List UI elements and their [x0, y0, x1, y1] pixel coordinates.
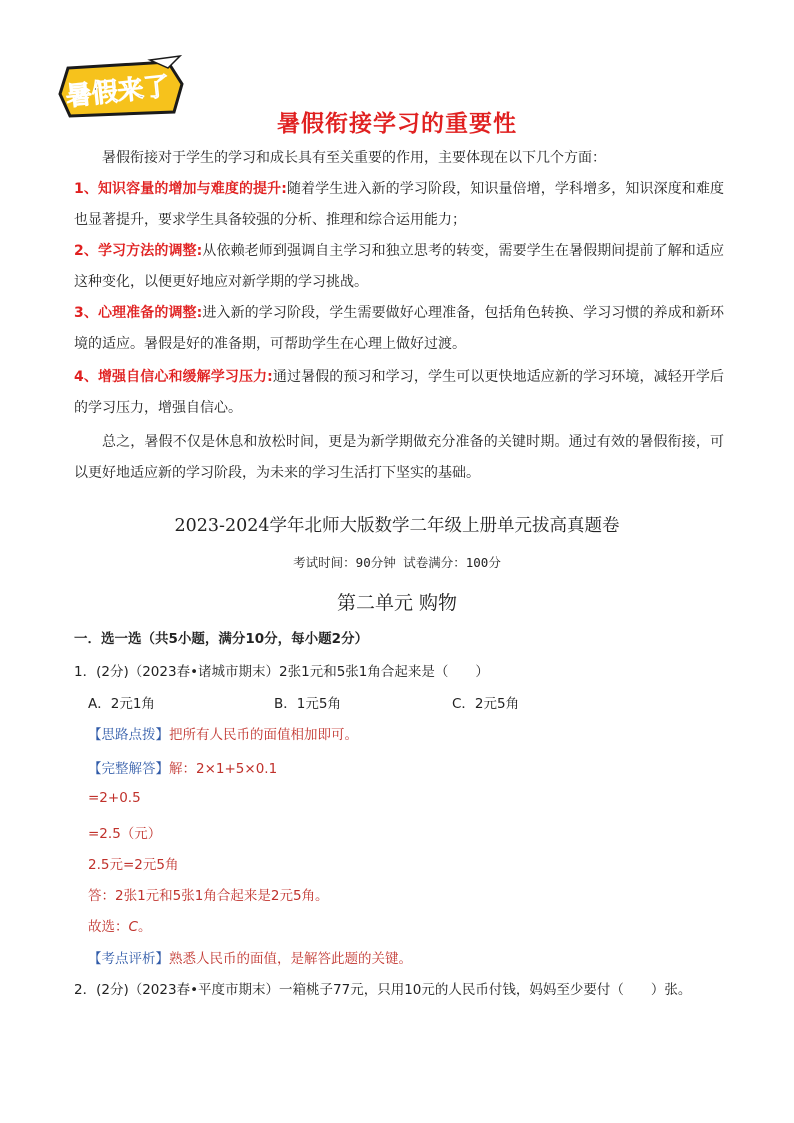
point-2-text: 从依赖老师到强调自主学习和独立思考的转变，需要学生在暑假期间提前了解和适应这种变化，以便更好地应对新学期的学习挑战。: [74, 243, 725, 290]
point-1: [74, 174, 724, 236]
solution-text-1: 解：2×1+5×0.1: [169, 761, 278, 777]
solution-line-2: =2+0.5: [88, 790, 141, 806]
choice-prefix: 故选：: [88, 919, 129, 935]
choice-suffix: 。: [137, 919, 152, 935]
exam-info: 考试时间：90分钟 试卷满分：100分: [293, 555, 501, 570]
hint-text: 把所有人民币的面值相加即可。: [169, 727, 358, 743]
point-2: [74, 236, 724, 298]
exam-title: 2023-2024学年北师大版数学二年级上册单元拔高真题卷: [174, 516, 620, 536]
evaluation-line: [88, 947, 412, 967]
point-1-text: 随着学生进入新的学习阶段，知识量倍增，学科增多，知识深度和难度也显著提升，要求学生具备较强的分析、推理和综合运用能力；: [74, 181, 724, 228]
section-heading: 一．选一选（共5小题，满分10分，每小题2分）: [74, 631, 369, 647]
question-2-stem: 2．(2分)（2023春•平度市期末）一箱桃子77元，只用10元的人民币付钱，妈妈至少要付（ ）张。: [74, 982, 692, 998]
choice-line: [88, 915, 151, 935]
point-2-heading: 2、学习方法的调整:: [74, 243, 203, 259]
page-title: 暑假衔接学习的重要性: [277, 111, 517, 137]
point-3: [74, 298, 724, 360]
choice-value: C: [128, 919, 138, 935]
solution-tag: 【完整解答】: [88, 761, 169, 777]
question-1-stem: 1．(2分)（2023春•诸城市期末）2张1元和5张1角合起来是（ ）: [74, 664, 489, 680]
point-4: [74, 362, 724, 424]
point-1-heading: 1、知识容量的增加与难度的提升:: [74, 181, 287, 197]
option-b: B．1元5角: [274, 696, 341, 712]
hint-line: [88, 723, 358, 743]
evaluation-tag: 【考点评析】: [88, 951, 169, 967]
evaluation-text: 熟悉人民币的面值，是解答此题的关键。: [169, 951, 412, 967]
hint-tag: 【思路点拨】: [88, 727, 169, 743]
intro-paragraph: 暑假衔接对于学生的学习和成长具有至关重要的作用，主要体现在以下几个方面：: [102, 150, 606, 166]
unit-title: 第二单元 购物: [336, 592, 458, 614]
svg-text:暑假来了: 暑假来了: [64, 71, 172, 113]
point-3-heading: 3、心理准备的调整:: [74, 305, 203, 321]
option-a: A．2元1角: [88, 696, 155, 712]
point-3-text: 进入新的学习阶段，学生需要做好心理准备，包括角色转换、学习习惯的养成和新环境的适应。暑假是好的准备期，可帮助学生在心理上做好过渡。: [74, 305, 725, 352]
option-c: C．2元5角: [452, 696, 520, 712]
solution-line-5: 答：2张1元和5张1角合起来是2元5角。: [88, 888, 329, 904]
solution-line-4: 2.5元=2元5角: [88, 857, 179, 873]
point-4-text: 通过暑假的预习和学习，学生可以更快地适应新的学习环境，减轻开学后的学习压力，增强自信心。: [74, 369, 725, 416]
solution-line-1: [88, 757, 277, 777]
point-4-heading: 4、增强自信心和缓解学习压力:: [74, 369, 273, 385]
solution-line-3: =2.5（元）: [88, 826, 162, 842]
summary-paragraph: 总之，暑假不仅是休息和放松时间，更是为新学期做充分准备的关键时期。通过有效的暑假衔接，可以更好地适应新的学习阶段，为未来的学习生活打下坚实的基础。: [74, 434, 724, 481]
